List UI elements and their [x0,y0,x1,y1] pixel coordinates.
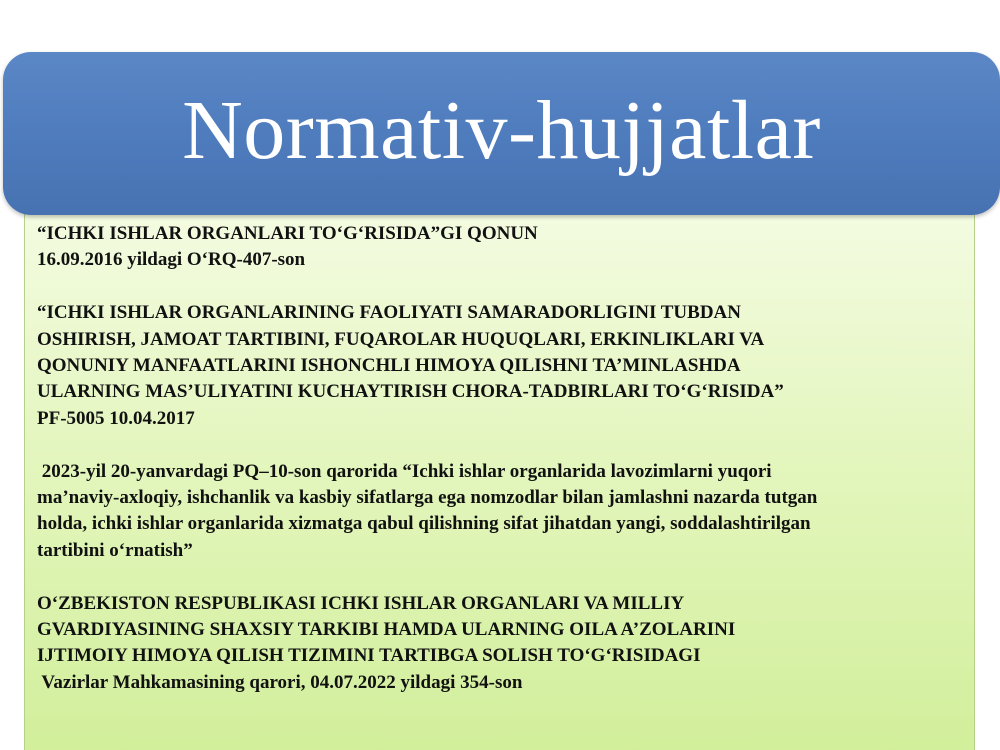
text-line: OSHIRISH, JAMOAT TARTIBINI, FUQAROLAR HUQUQLARI, ERKINLIKLARI VA [37,328,765,350]
document-item-resolution [37,459,967,565]
document-item-decree [37,300,967,432]
text-line: Vazirlar Mahkamasining qarori, 04.07.2022 yildagi 354-son [37,671,523,693]
text-line: QONUNIY MANFAATLARINI ISHONCHLI HIMOYA QILISHNI TA’MINLASHDA [37,355,741,377]
slide-title: Normativ-hujjatlar [182,84,821,177]
text-line: “ICHKI ISHLAR ORGANLARI TO‘G‘RISIDA”GI QONUN [37,223,538,244]
text-line: ma’naviy-axloqiy, ishchanlik va kasbiy sifatlarga ega nomzodlar bilan jamlashni nazarda tutgan [37,487,818,509]
document-item-cabinet-resolution [37,591,967,697]
text-line: 16.09.2016 yildagi O‘RQ-407-son [37,249,306,271]
text-line: GVARDIYASINING SHAXSIY TARKIBI HAMDA ULARNING OILA A’ZOLARINI [37,619,736,641]
text-line: “ICHKI ISHLAR ORGANLARINING FAOLIYATI SAMARADORLIGINI TUBDAN [37,302,741,324]
text-line: holda, ichki ishlar organlarida xizmatga qabul qilishning sifat jihatdan yangi, soddalashtirilgan [37,513,811,535]
text-line: 2023-yil 20-yanvardagi PQ–10-son qarorida “Ichki ishlar organlarida lavozimlarni yuqori [37,460,772,482]
document-item-law [37,221,967,274]
text-line: O‘ZBEKISTON RESPUBLIKASI ICHKI ISHLAR ORGANLARI VA MILLIY [37,592,685,614]
text-line: tartibini o‘rnatish” [37,539,193,561]
title-banner [3,52,1000,215]
text-line: PF-5005 10.04.2017 [37,407,195,429]
document-list [37,221,967,723]
text-line: ULARNING MAS’ULIYATINI KUCHAYTIRISH CHORA-TADBIRLARI TO‘G‘RISIDA” [37,381,784,403]
text-line: IJTIMOIY HIMOYA QILISH TIZIMINI TARTIBGA SOLISH TO‘G‘RISIDAGI [37,645,701,667]
